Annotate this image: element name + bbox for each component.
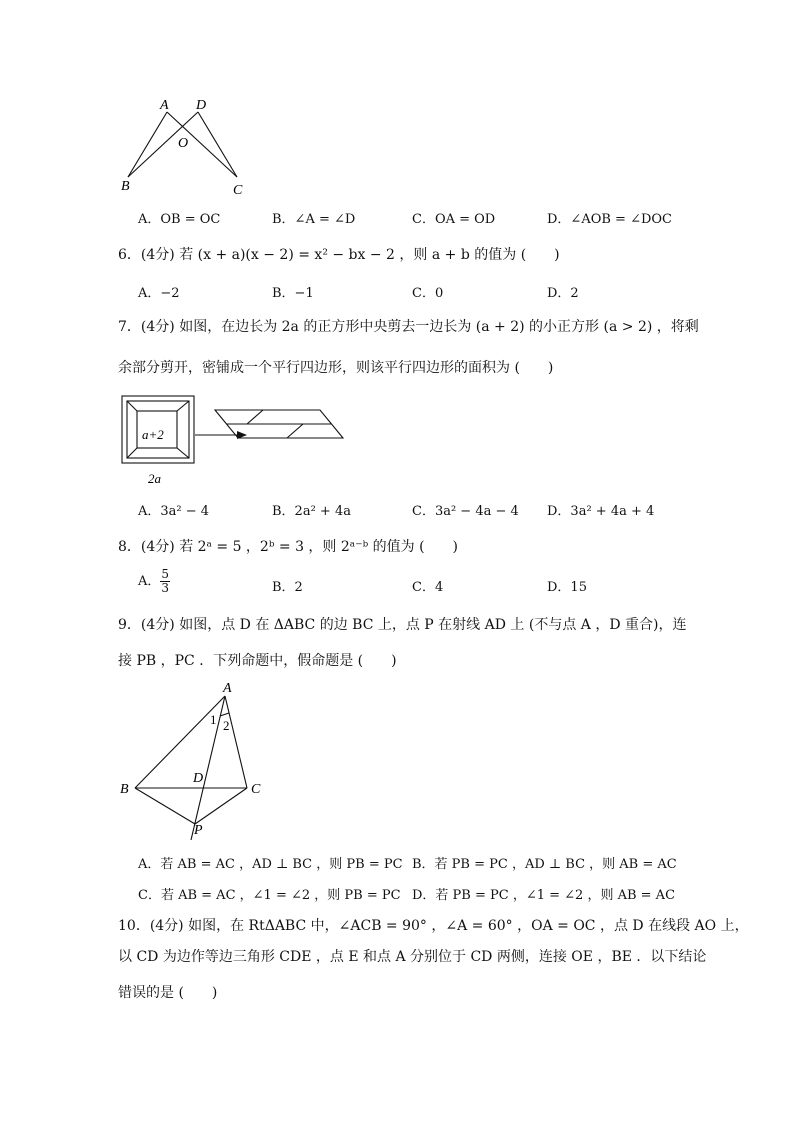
q8-stem: 8．(4分) 若 2ᵃ = 5 ，2ᵇ = 3 ，则 2ᵃ⁻ᵇ 的值为 ( ) [118, 539, 458, 555]
point-label-d: D [196, 98, 207, 113]
q5-option-b[interactable]: B．∠A = ∠D [272, 212, 356, 227]
angle-label-1: 1 [210, 712, 217, 727]
point-label-c: C [233, 183, 243, 198]
q8-option-d[interactable]: D．15 [547, 580, 587, 595]
q6-stem: 6．(4分) 若 (x + a)(x − 2) = x² − bx − 2 ，则 a + b 的值为 ( ) [118, 247, 560, 263]
q6-option-a[interactable]: A．−2 [138, 286, 180, 301]
q10-stem-line1: 10．(4分) 如图，在 RtΔABC 中，∠ACB = 90° ，∠A = 60° ，OA = OC ，点 D 在线段 AO 上， [118, 918, 749, 934]
q7-option-c[interactable]: C．3a² − 4a − 4 [412, 504, 519, 519]
q8-option-a-fraction [160, 568, 170, 595]
point-label-a: A [160, 98, 169, 113]
q9-option-b[interactable]: B．若 PB = PC ，AD ⊥ BC ，则 AB = AC [412, 857, 677, 872]
q10-stem-line3: 错误的是 ( ) [118, 985, 218, 1001]
point-label-d: D [193, 771, 204, 786]
fraction-denominator: 3 [161, 581, 170, 595]
point-label-a: A [223, 681, 232, 696]
inner-square-label: a+2 [142, 427, 164, 442]
q5-option-d[interactable]: D．∠AOB = ∠DOC [547, 212, 672, 227]
q5-option-a[interactable]: A．OB = OC [138, 212, 221, 227]
q7-option-a[interactable]: A．3a² − 4 [138, 504, 210, 519]
q7-stem-line2: 余部分剪开，密铺成一个平行四边形，则该平行四边形的面积为 ( ) [118, 360, 554, 376]
q9-option-a[interactable]: A．若 AB = AC ，AD ⊥ BC ，则 PB = PC [138, 857, 403, 872]
side-ac [225, 696, 247, 788]
q8-option-a[interactable] [138, 568, 170, 595]
outer-square-label: 2a [148, 471, 161, 486]
point-label-c: C [251, 782, 261, 797]
angle-label-2: 2 [223, 718, 230, 733]
q8-option-c[interactable]: C．4 [412, 580, 444, 595]
q8-option-b[interactable]: B．2 [272, 580, 303, 595]
q6-option-b[interactable]: B．−1 [272, 286, 314, 301]
point-label-b: B [121, 179, 130, 194]
ray-ap [191, 696, 225, 840]
segment-dc [198, 112, 237, 177]
q5-option-c[interactable]: C．OA = OD [412, 212, 496, 227]
q8-option-a-prefix: A． [138, 574, 161, 589]
q6-option-d[interactable]: D．2 [547, 286, 579, 301]
segment-ab [128, 112, 167, 177]
q9-figure [115, 676, 275, 846]
fraction-numerator: 5 [161, 567, 170, 581]
q7-option-b[interactable]: B．2a² + 4a [272, 504, 351, 519]
side-ab [135, 696, 225, 788]
q9-option-d[interactable]: D．若 PB = PC ，∠1 = ∠2 ，则 AB = AC [412, 888, 676, 903]
segment-pc [195, 788, 247, 824]
q7-stem-line1: 7．(4分) 如图，在边长为 2a 的正方形中央剪去一边长为 (a + 2) 的小正方形 (a > 2) ，将剩 [118, 319, 699, 335]
segment-pb [135, 788, 195, 824]
q10-stem-line2: 以 CD 为边作等边三角形 CDE ，点 E 和点 A 分别位于 CD 两侧，连接 OE ，BE ．以下结论 [118, 949, 707, 965]
q5-figure [110, 95, 260, 200]
q7-figure [115, 393, 350, 488]
q9-stem-line2: 接 PB ，PC ．下列命题中，假命题是 ( ) [118, 653, 397, 669]
q6-option-c[interactable]: C．0 [412, 286, 444, 301]
point-label-b: B [120, 782, 129, 797]
q7-option-d[interactable]: D．3a² + 4a + 4 [547, 504, 655, 519]
q9-option-c[interactable]: C．若 AB = AC ，∠1 = ∠2 ，则 PB = PC [138, 888, 401, 903]
q9-stem-line1: 9．(4分) 如图，点 D 在 ΔABC 的边 BC 上，点 P 在射线 AD 上 (不与点 A ，D 重合)，连 [118, 617, 687, 633]
point-label-p: P [194, 823, 203, 838]
point-label-o: O [178, 136, 189, 151]
